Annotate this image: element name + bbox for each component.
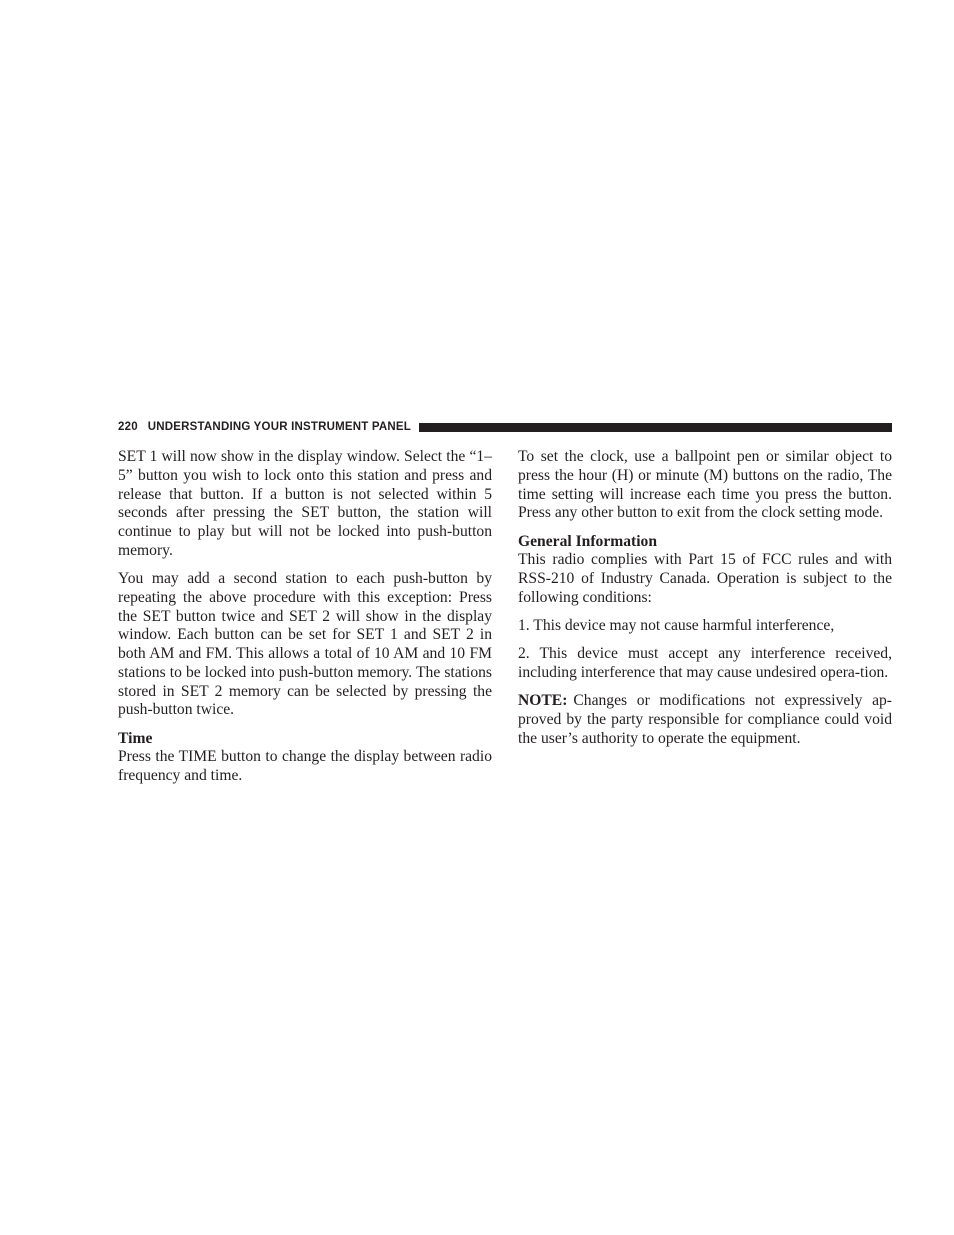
paragraph-set1: SET 1 will now show in the display window. Select the “1–5” button you wish to lock onto this station and press and release that button. If a button is not selected within 5 seconds after pressing the SET button, the station will continue to play but will not be locked into push-button memory.	[118, 448, 492, 559]
note-text: Changes or modifications not expressively ap-proved by the party responsible for compliance could void the user’s authority to operate the equipment.	[518, 692, 892, 747]
page-header	[118, 419, 892, 435]
right-column	[518, 448, 892, 758]
time-heading: Time	[118, 729, 153, 747]
note-paragraph	[518, 692, 892, 748]
condition-2: 2. This device must accept any interference received, including interference that may cause undesired opera-tion.	[518, 645, 892, 681]
section-title: UNDERSTANDING YOUR INSTRUMENT PANEL	[147, 421, 411, 433]
paragraph-time: Press the TIME button to change the display between radio frequency and time.	[118, 748, 492, 784]
note-label: NOTE:	[518, 692, 568, 710]
general-information-heading: General Information	[518, 532, 658, 550]
left-column	[118, 448, 492, 795]
page-number: 220	[118, 421, 138, 433]
header-rule	[419, 423, 892, 432]
paragraph-clock: To set the clock, use a ballpoint pen or similar object to press the hour (H) or minute (M) buttons on the radio, The time setting will increase each time you press the button. Press any other button to exit from the clock setting mode.	[518, 448, 892, 522]
paragraph-set2: You may add a second station to each push-button by repeating the above procedure with this exception: Press the SET button twice and SET 2 will show in the display window. Each button can be set for SET 1 and SET 2 in both AM and FM. This allows a total of 10 AM and 10 FM stations to be locked into push-button memory. The stations stored in SET 2 memory can be selected by pressing the push-button twice.	[118, 570, 492, 719]
paragraph-general: This radio complies with Part 15 of FCC rules and with RSS-210 of Industry Canada. Operation is subject to the following conditions:	[518, 551, 892, 606]
condition-1: 1. This device may not cause harmful interference,	[518, 617, 835, 634]
